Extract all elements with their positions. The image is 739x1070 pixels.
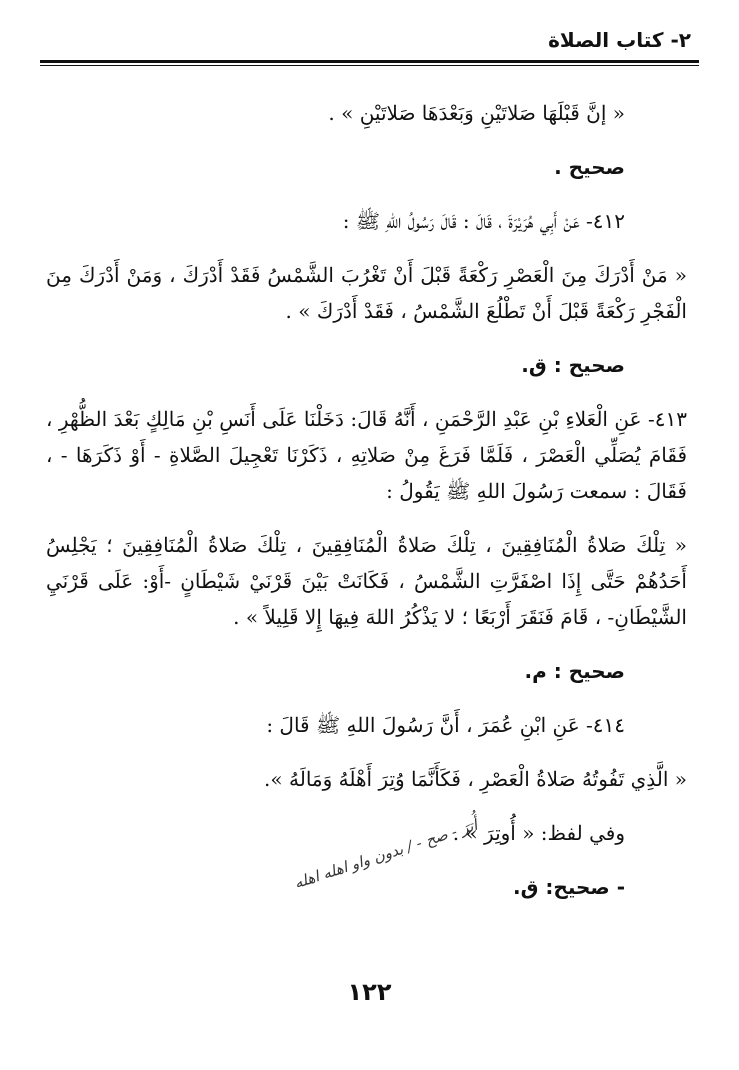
header-rule-thin (40, 65, 699, 66)
page-header (40, 22, 699, 62)
hadith-412-heading: ٤١٢- عَنْ أَبِي هُرَيْرَةَ ، قَالَ : قَالَ رَسُولُ اللهِ ﷺ : (342, 209, 625, 233)
hadith-413-heading: ٤١٣- عَنِ الْعَلاءِ بْنِ عَبْدِ الرَّحْمَنِ ، أَنَّهُ قَالَ: دَخَلْنَا عَلَى أَنَسِ بْنِ مَالِكٍ بَعْدَ الظُّهْرِ ، فَقَامَ يُصَلِّي الْعَصْرَ ، فَلَمَّا فَرَغَ مِنْ صَلاتِهِ ، ذَكَرْنَا تَعْجِيلَ الصَّلاةِ - أَوْ ذَكَرَهَا - ، فَقَالَ : سمعت رَسُولَ اللهِ ﷺ يَقُولُ : (46, 407, 687, 503)
hadith-414-heading: ٤١٤- عَنِ ابْنِ عُمَرَ ، أَنَّ رَسُولَ اللهِ ﷺ قَالَ : (266, 713, 625, 737)
chapter-title: ٢- كتاب الصلاة (548, 28, 691, 52)
handwritten-note: أُتِرَ - صح - / بدون واو اهله اهله (291, 815, 480, 893)
page-body (46, 95, 687, 923)
variant-wording: وفي لفظ: « أُوتِرَ » . (452, 821, 625, 845)
page-number: ١٢٢ (347, 978, 392, 1006)
grade-label: صحيح . (554, 155, 625, 179)
hadith-413-text: « تِلْكَ صَلاةُ الْمُنَافِقِينَ ، تِلْكَ صَلاةُ الْمُنَافِقِينَ ، تِلْكَ صَلاةُ الْمُنَافِقِينَ ؛ يَجْلِسُ أَحَدُهُمْ حَتَّى إِذَا اصْفَرَّتِ الشَّمْسُ ، فَكَانَتْ بَيْنَ قَرْنَيْ شَيْطَانٍ -أَوْ: عَلَى قَرْنَيِ الشَّيْطَانِ- ، قَامَ فَنَقَرَ أَرْبَعًا ؛ لا يَذْكُرُ اللهَ فِيهَا إِلا قَلِيلاً » . (46, 533, 687, 629)
hadith-continuation: « إنَّ قَبْلَهَا صَلاتَيْنِ وَبَعْدَهَا صَلاتَيْنِ » . (328, 101, 625, 125)
grade-label: صحيح : ق. (521, 353, 625, 377)
hadith-414-text: « الَّذِي تَفُوتُهُ صَلاةُ الْعَصْرِ ، فَكَأَنَّمَا وُتِرَ أَهْلَهُ وَمَالَهُ ». (264, 767, 687, 791)
header-rule-thick (40, 60, 699, 63)
hadith-412-text: « مَنْ أَدْرَكَ مِنَ الْعَصْرِ رَكْعَةً قَبْلَ أَنْ تَغْرُبَ الشَّمْسُ فَقَدْ أَدْرَكَ ، وَمَنْ أَدْرَكَ مِنَ الْفَجْرِ رَكْعَةً قَبْلَ أَنْ تَطْلُعَ الشَّمْسُ ، فَقَدْ أَدْرَكَ » . (46, 263, 687, 323)
grade-label: صحيح : م. (524, 659, 625, 683)
grade-label: - صحيح: ق. (512, 875, 625, 899)
